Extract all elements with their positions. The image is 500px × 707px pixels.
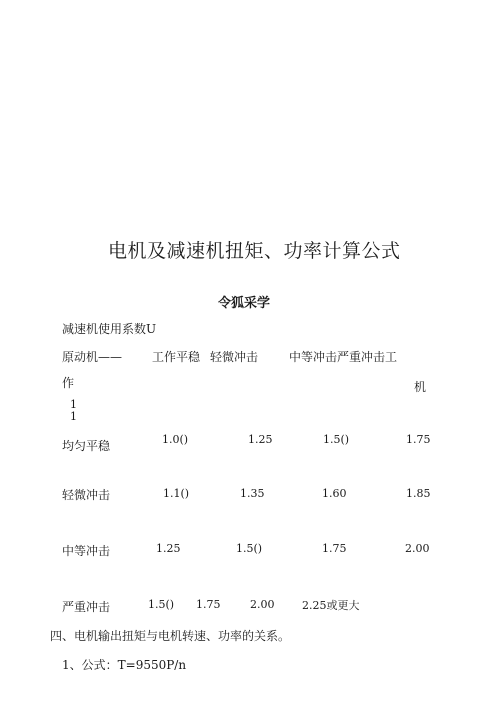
row-label: 均匀平稳 (62, 439, 111, 453)
section-heading: 四、电机输出扭矩与电机转速、功率的关系。 (50, 629, 291, 643)
table-cell: 1.1() (163, 487, 190, 500)
table-cell: 1.25 (248, 433, 273, 446)
table-cell: 2.00 (250, 598, 275, 611)
header-mark-1: 1 (70, 398, 77, 411)
table-cell: 1.0() (162, 433, 189, 446)
header-driver-label: 原动机—— (62, 350, 123, 364)
table-cell: 2.00 (405, 542, 430, 555)
formula-text: 1、公式：T=9550P/n (62, 658, 187, 672)
header-driver-label-cont: 作 (62, 376, 75, 390)
table-cell: 1.5() (236, 542, 263, 555)
header-machine-label: 机 (414, 380, 427, 394)
header-col-3-4: 中等冲击严重冲击工 (289, 350, 398, 364)
document-author: 令狐采学 (218, 296, 271, 311)
section-label: 减速机使用系数U (62, 322, 157, 336)
table-cell: 1.5() (323, 433, 350, 446)
document-title: 电机及减速机扭矩、功率计算公式 (108, 240, 401, 262)
header-mark-2: 1 (70, 410, 77, 423)
row-label: 严重冲击 (62, 600, 111, 614)
table-cell: 1.25 (156, 542, 181, 555)
row-label: 轻微冲击 (62, 488, 111, 502)
table-cell: 1.35 (240, 487, 265, 500)
table-cell: 1.75 (322, 542, 347, 555)
table-cell: 1.5() (148, 598, 175, 611)
table-cell: 1.75 (406, 433, 431, 446)
header-col-2: 轻微冲击 (210, 350, 259, 364)
table-cell: 1.75 (196, 598, 221, 611)
table-cell: 1.85 (406, 487, 431, 500)
table-cell: 1.60 (322, 487, 347, 500)
table-cell: 2.25或更大 (302, 599, 360, 612)
header-col-1: 工作平稳 (152, 350, 201, 364)
row-label: 中等冲击 (62, 544, 111, 558)
